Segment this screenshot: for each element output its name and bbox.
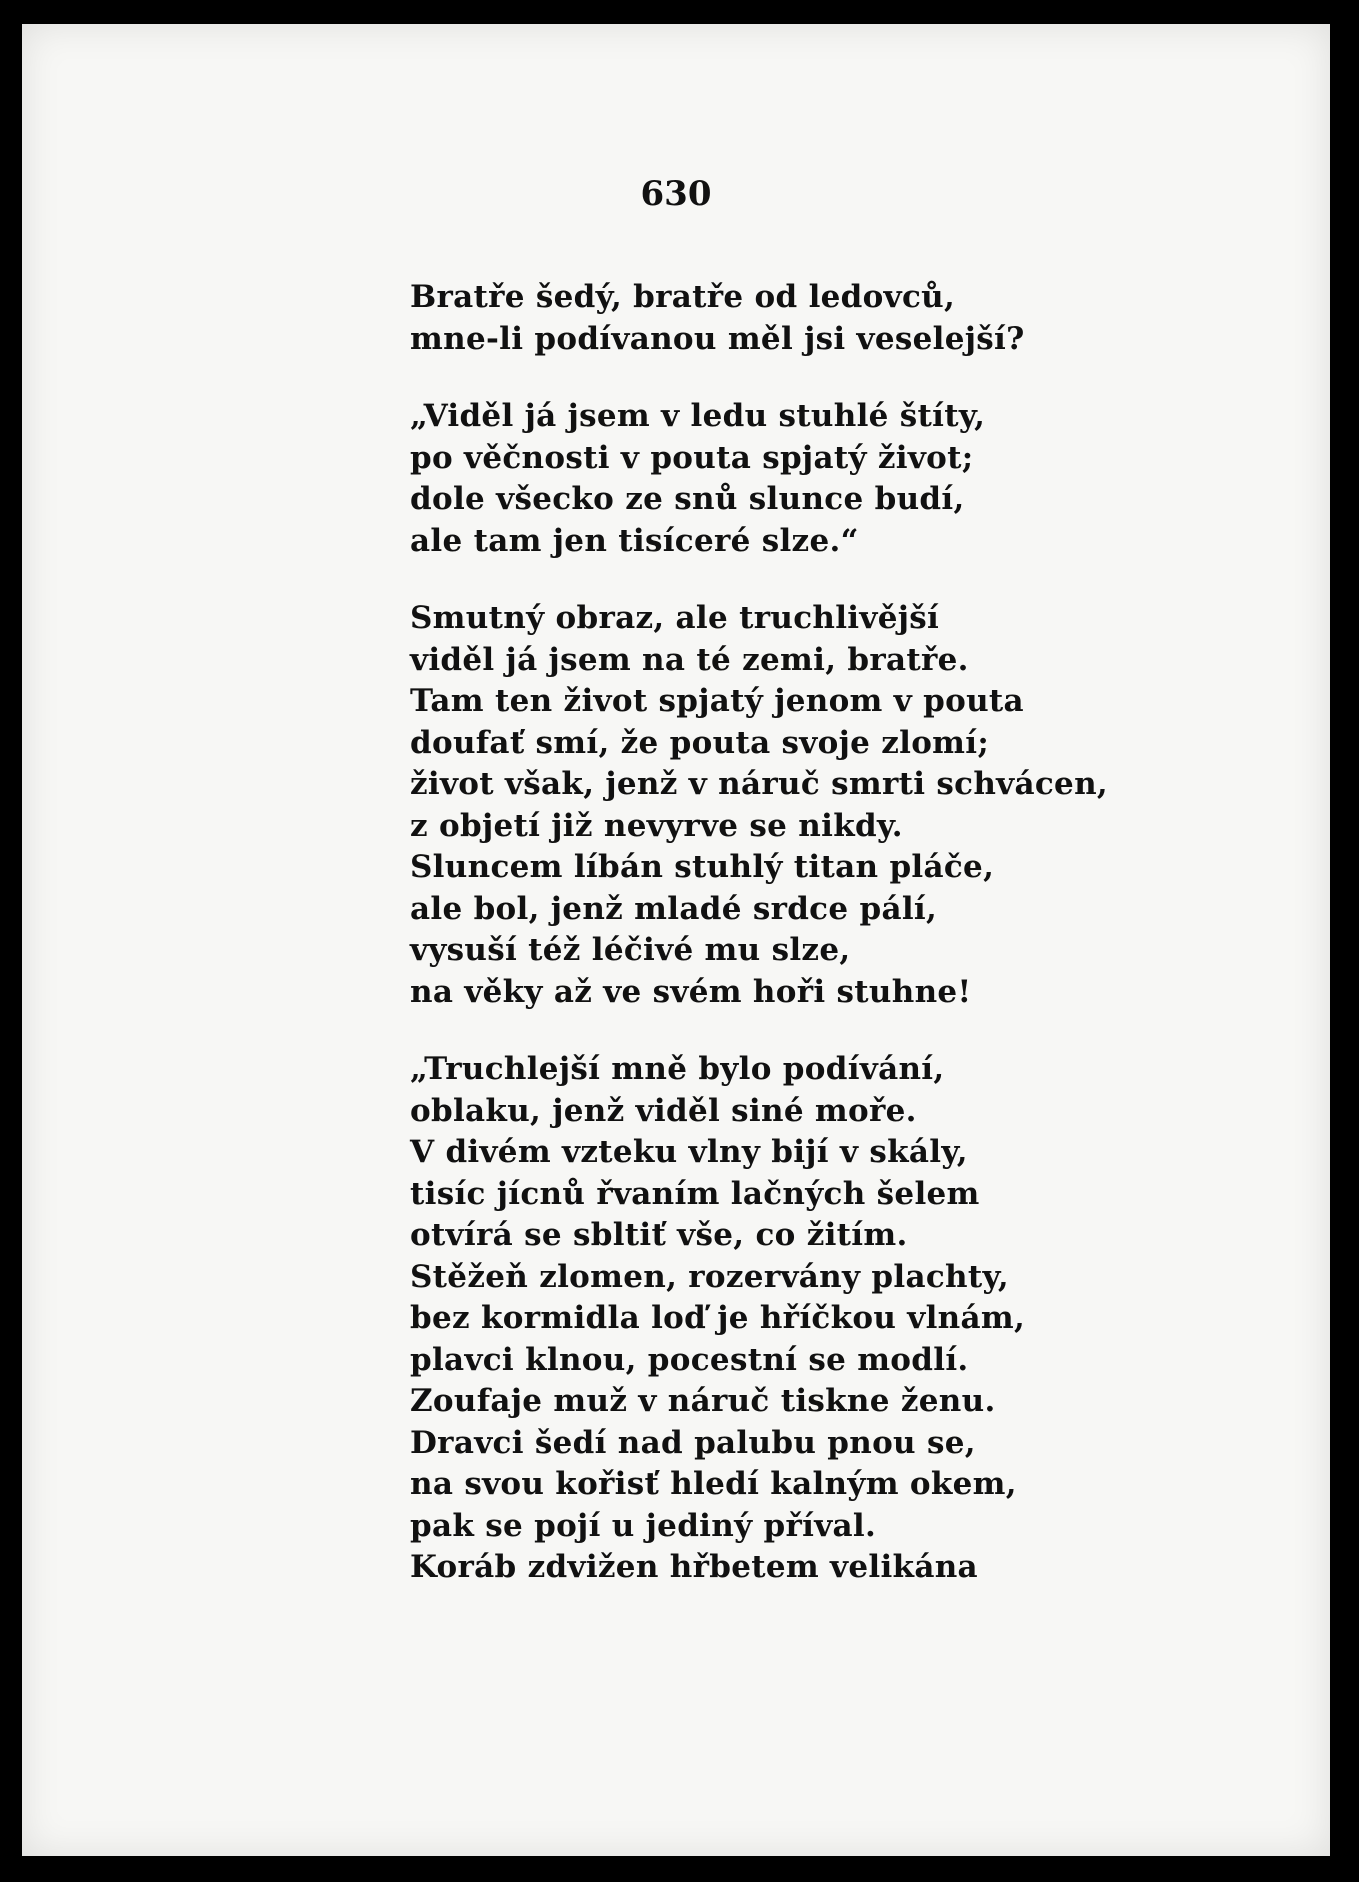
poem-line: ale bol, jenž mladé srdce pálí, <box>410 890 938 927</box>
poem-line: otvírá se sbltiť vše, co žitím. <box>410 1217 908 1253</box>
poem-line: oblaku, jenž viděl siné moře. <box>410 1092 917 1129</box>
poem-line: vysuší též léčivé mu slze, <box>410 932 851 968</box>
poem-line: Smutný obraz, ale truchlivější <box>410 600 940 636</box>
poem-line: Tam ten život spjatý jenom v pouta <box>410 683 1024 719</box>
poem-line: pak se pojí u jediný příval. <box>410 1507 877 1544</box>
poem-line: život však, jenž v náruč smrti schvácen, <box>410 766 1109 802</box>
poem-line: dole všecko ze snů slunce budí, <box>410 481 965 517</box>
poem-line: Sluncem líbán stuhlý titan pláče, <box>410 849 995 885</box>
poem-line: Stěžeň zlomen, rozervány plachty, <box>410 1258 1009 1295</box>
stanza <box>410 277 1290 360</box>
stanza <box>410 396 1290 562</box>
poem-line: Koráb zdvižen hřbetem velikána <box>410 1549 978 1585</box>
poem-line: mne-li podívanou měl jsi veselejší? <box>410 320 1025 357</box>
poem-line: plavci klnou, pocestní se modlí. <box>410 1341 969 1378</box>
poem-line: doufať smí, že pouta svoje zlomí; <box>410 724 990 761</box>
poem-line: po věčnosti v pouta spjatý život; <box>410 439 974 476</box>
poem-line: z objetí již nevyrve se nikdy. <box>410 807 903 844</box>
poem-line: viděl já jsem na té zemi, bratře. <box>410 641 969 678</box>
poem-line: „Viděl já jsem v ledu stuhlé štíty, <box>410 398 986 434</box>
poem-line: ale tam jen tisíceré slze.“ <box>410 522 859 559</box>
poem-line: na svou kořisť hledí kalným okem, <box>410 1466 1017 1502</box>
poem-line: Bratře šedý, bratře od ledovců, <box>410 279 956 315</box>
poem-line: bez kormidla loď je hříčkou vlnám, <box>410 1300 1026 1336</box>
poem-line: „Truchlejší mně bylo podívání, <box>410 1051 945 1087</box>
poem-line: na věky až ve svém hoři stuhne! <box>410 973 972 1010</box>
poem-line: tisíc jícnů řvaním lačných šelem <box>410 1175 980 1212</box>
poem-text <box>410 277 1290 1589</box>
page-number: 630 <box>640 174 712 214</box>
poem-line: Dravci šedí nad palubu pnou se, <box>410 1424 976 1461</box>
poem-line: Zoufaje muž v náruč tiskne ženu. <box>410 1383 996 1419</box>
book-page <box>22 24 1330 1856</box>
poem-line: V divém vzteku vlny bijí v skály, <box>410 1134 968 1170</box>
stanza <box>410 598 1290 1013</box>
stanza <box>410 1049 1290 1589</box>
